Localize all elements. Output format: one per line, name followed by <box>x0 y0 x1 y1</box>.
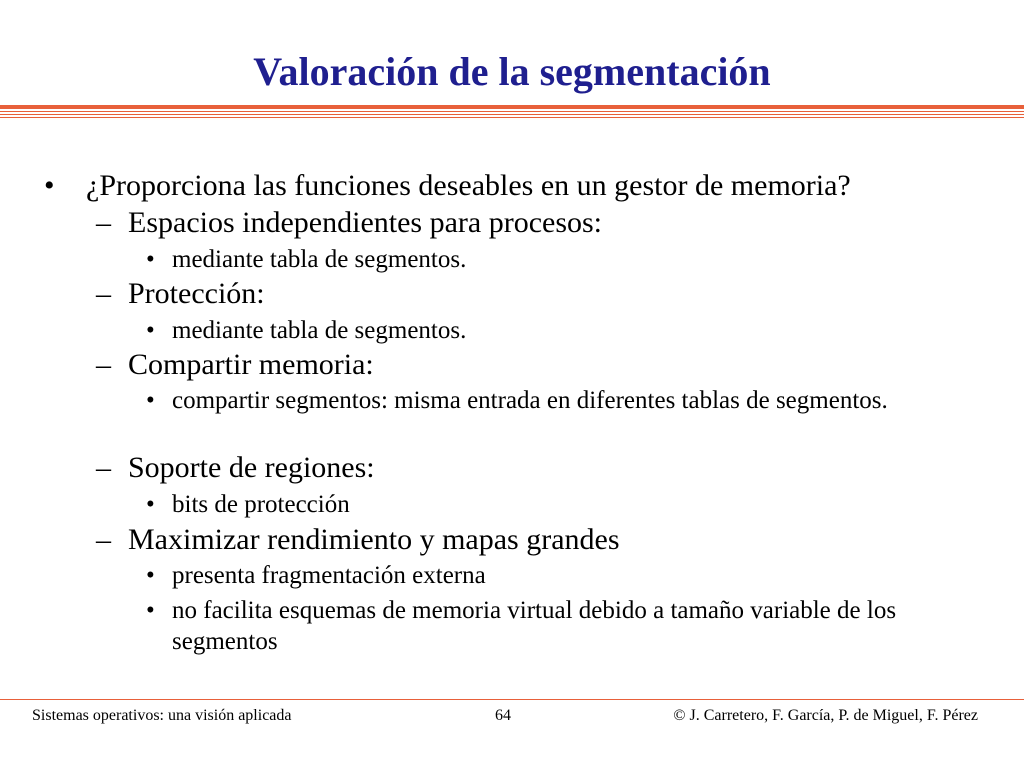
sub-bullet-text: Protección: <box>128 277 265 310</box>
footer-book-title: Sistemas operativos: una visión aplicada <box>32 707 292 724</box>
detail-bullet-text: mediante tabla de segmentos. <box>172 317 467 344</box>
bullet-mark: • <box>44 169 55 202</box>
page-number: 64 <box>495 707 511 724</box>
dash-mark: – <box>96 277 111 310</box>
dash-mark: – <box>96 451 111 484</box>
bullet-mark: • <box>146 491 155 518</box>
sub-bullet-text: Maximizar rendimiento y mapas grandes <box>128 523 620 556</box>
sub-bullet-text: Soporte de regiones: <box>128 451 375 484</box>
detail-bullet-text: bits de protección <box>172 491 350 518</box>
bullet-mark: • <box>146 387 155 414</box>
main-bullet-text: ¿Proporciona las funciones deseables en un gestor de memoria? <box>86 169 851 202</box>
detail-bullet-text: mediante tabla de segmentos. <box>172 246 467 273</box>
title-rule-thin-2 <box>0 114 1024 115</box>
title-rule-thin-1 <box>0 111 1024 112</box>
bullet-mark: • <box>146 562 155 589</box>
dash-mark: – <box>96 348 111 381</box>
detail-bullet-text: compartir segmentos: misma entrada en diferentes tablas de segmentos. <box>172 387 888 414</box>
footer-authors: © J. Carretero, F. García, P. de Miguel, F. Pérez <box>673 707 978 724</box>
slide-title: Valoración de la segmentación <box>253 49 771 94</box>
sub-bullet-text: Compartir memoria: <box>128 348 374 381</box>
bullet-mark: • <box>146 246 155 273</box>
bullet-mark: • <box>146 317 155 344</box>
sub-bullet-text: Espacios independientes para procesos: <box>128 206 603 239</box>
dash-mark: – <box>96 206 111 239</box>
detail-bullet-text: no facilita esquemas de memoria virtual debido a tamaño variable de los segmentos <box>172 597 897 655</box>
footer-rule <box>0 699 1024 700</box>
detail-bullet-text: presenta fragmentación externa <box>172 562 486 589</box>
title-rule-thick <box>0 105 1024 109</box>
dash-mark: – <box>96 523 111 556</box>
title-rule-thin-3 <box>0 117 1024 118</box>
bullet-mark: • <box>146 597 155 624</box>
